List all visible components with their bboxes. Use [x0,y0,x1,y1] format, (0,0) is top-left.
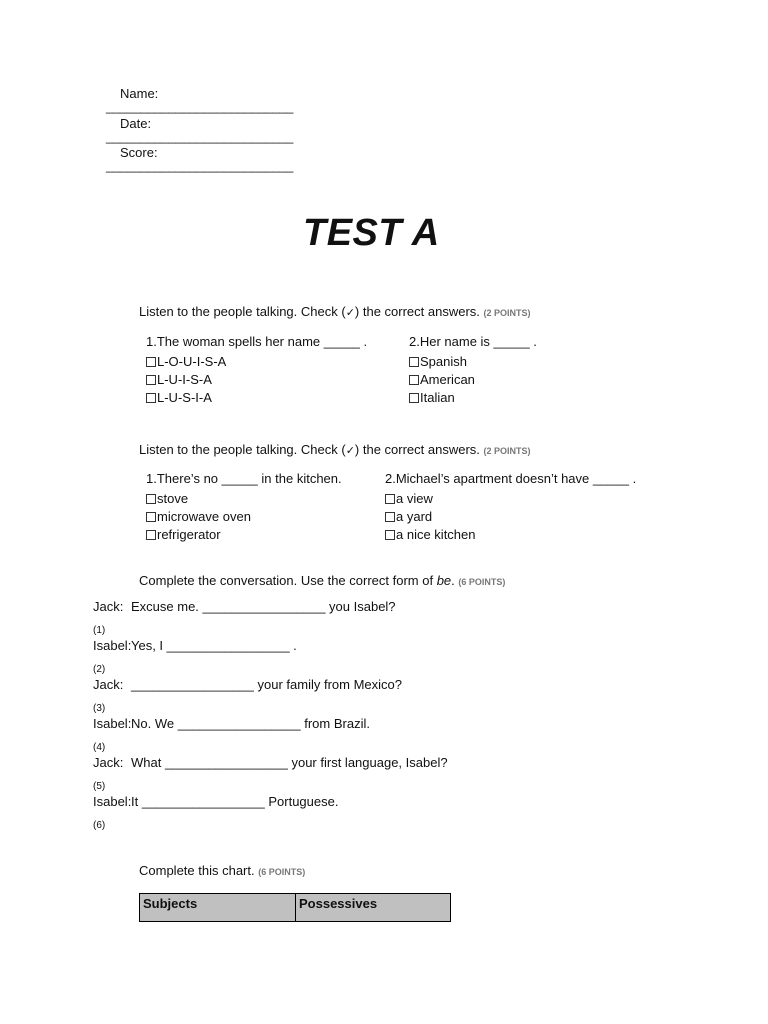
conversation-line [93,755,448,794]
test-title: TEST A [303,212,440,254]
speaker-label: Jack: [93,677,124,692]
blank-number: (6) [93,820,106,831]
conversation [93,599,448,833]
checkbox-icon[interactable] [146,393,156,403]
points-label: (2 POINTS) [483,446,531,456]
chart-header-subjects: Subjects [140,894,296,922]
section3-instruction [139,573,505,590]
blank-number: (2) [93,664,106,675]
section2-instruction [139,442,531,459]
section2-question1 [146,471,342,544]
instruction-text: ) the correct answers. [354,442,480,457]
instruction-emphasis: be [436,573,452,588]
speaker-label: Isabel: [93,794,132,809]
instruction-text: Complete the conversation. Use the correct form of [139,573,437,588]
conversation-line [93,599,448,638]
question-prompt: 2.Her name is _____ . [409,334,537,349]
blank-number: (5) [93,781,106,792]
conversation-line [93,638,448,677]
checkbox-icon[interactable] [146,357,156,367]
option-label: L-U-I-S-A [157,372,212,387]
chart-header-row [140,894,451,922]
date-blank-line[interactable]: ___________________________ [106,129,294,144]
answer-option[interactable] [409,371,537,389]
line-text[interactable]: No. We _________________ from Brazil. [131,716,370,731]
conversation-line [93,794,448,833]
answer-option[interactable] [146,371,367,389]
section4-instruction [139,863,305,880]
blank-number: (4) [93,742,106,753]
checkbox-icon[interactable] [409,357,419,367]
section1-question2 [409,334,537,407]
check-mark-icon: ✓ [345,306,355,319]
option-label: stove [157,491,189,506]
date-label: Date: [120,116,152,131]
answer-option[interactable] [385,526,636,544]
checkbox-icon[interactable] [385,494,395,504]
answer-option[interactable] [409,353,537,371]
checkbox-icon[interactable] [146,512,156,522]
name-blank-line[interactable]: ___________________________ [106,99,294,114]
option-label: a view [396,491,433,506]
speaker-label: Jack: [93,599,124,614]
speaker-label: Isabel: [93,638,132,653]
option-label: a nice kitchen [396,527,476,542]
checkbox-icon[interactable] [146,494,156,504]
blank-number: (1) [93,625,106,636]
instruction-text: Listen to the people talking. Check ( [139,304,346,319]
option-label: Spanish [420,354,467,369]
blank-number: (3) [93,703,106,714]
option-label: refrigerator [157,527,221,542]
score-blank-line[interactable]: ___________________________ [106,158,294,173]
speaker-label: Isabel: [93,716,132,731]
check-mark-icon: ✓ [345,444,355,457]
line-text[interactable]: It _________________ Portuguese. [131,794,339,809]
question-prompt: 1.The woman spells her name _____ . [146,334,368,349]
instruction-text: . [451,573,455,588]
checkbox-icon[interactable] [385,530,395,540]
conversation-line [93,677,448,716]
answer-option[interactable] [385,508,636,526]
score-label: Score: [120,145,158,160]
section1-question1 [146,334,367,407]
chart-header-possessives: Possessives [296,894,451,922]
name-label: Name: [120,86,159,101]
option-label: a yard [396,509,433,524]
option-label: microwave oven [157,509,251,524]
checkbox-icon[interactable] [385,512,395,522]
option-label: L-U-S-I-A [157,390,212,405]
points-label: (6 POINTS) [458,577,506,587]
answer-option[interactable] [146,508,342,526]
subjects-possessives-chart [139,893,451,922]
points-label: (6 POINTS) [258,867,306,877]
answer-option[interactable] [146,490,342,508]
answer-option[interactable] [146,389,367,407]
answer-option[interactable] [146,353,367,371]
checkbox-icon[interactable] [146,530,156,540]
answer-option[interactable] [409,389,537,407]
checkbox-icon[interactable] [409,375,419,385]
option-label: L-O-U-I-S-A [157,354,227,369]
line-text[interactable]: What _________________ your first language, Isabel? [131,755,448,770]
question-prompt: 1.There’s no _____ in the kitchen. [146,471,342,486]
section2-question2 [385,471,636,544]
line-text[interactable]: Excuse me. _________________ you Isabel? [131,599,396,614]
points-label: (2 POINTS) [483,308,531,318]
line-text[interactable]: Yes, I _________________ . [131,638,297,653]
checkbox-icon[interactable] [409,393,419,403]
instruction-text: Listen to the people talking. Check ( [139,442,346,457]
question-prompt: 2.Michael’s apartment doesn’t have _____ . [385,471,637,486]
instruction-text: ) the correct answers. [354,304,480,319]
speaker-label: Jack: [93,755,124,770]
answer-option[interactable] [146,526,342,544]
option-label: American [420,372,475,387]
line-text[interactable]: _________________ your family from Mexico? [131,677,403,692]
instruction-text: Complete this chart. [139,863,255,878]
answer-option[interactable] [385,490,636,508]
checkbox-icon[interactable] [146,375,156,385]
conversation-line [93,716,448,755]
option-label: Italian [420,390,455,405]
section1-instruction [139,304,531,321]
